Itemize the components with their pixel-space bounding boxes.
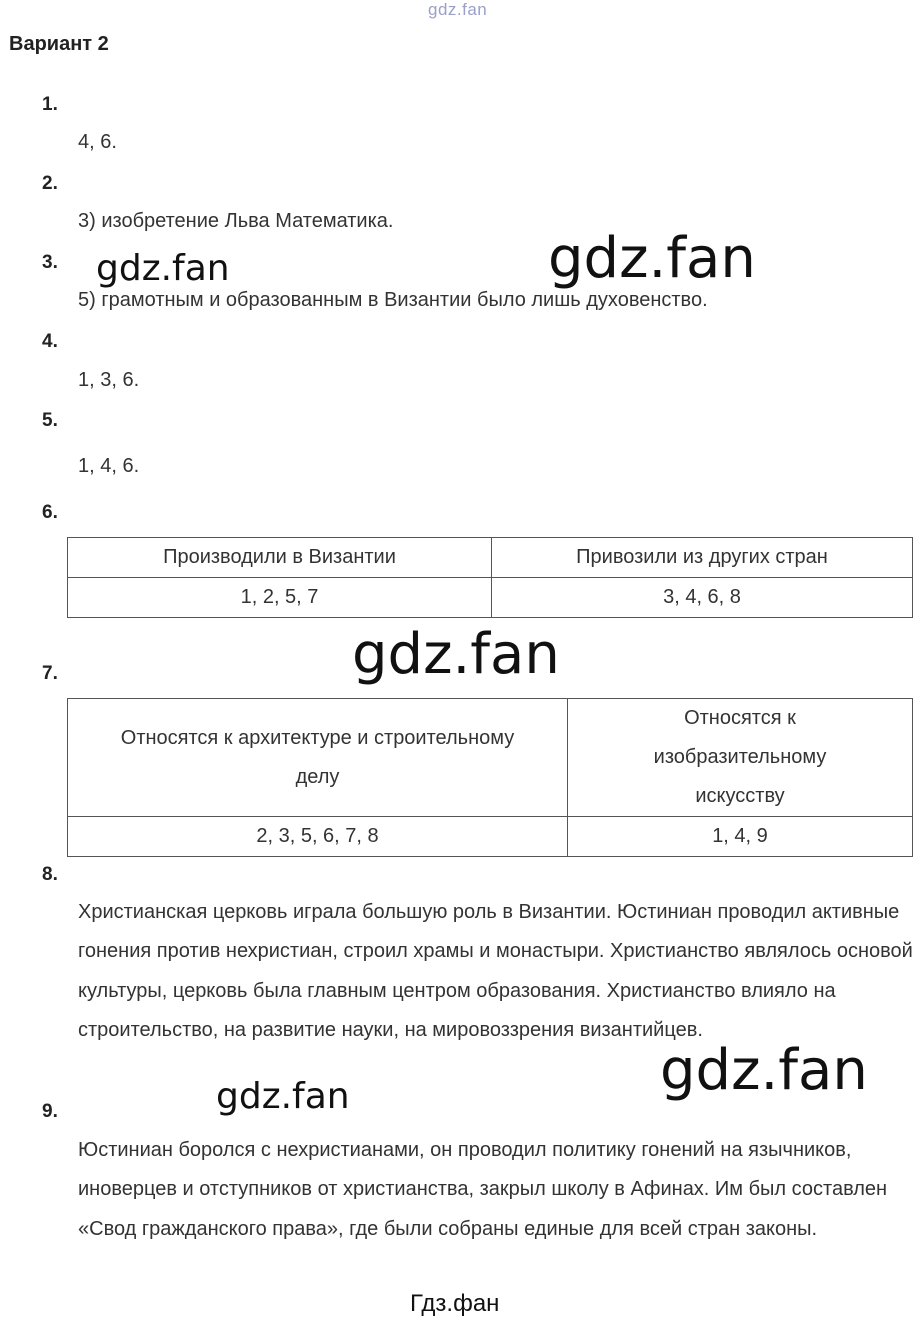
table-header-row: [68, 699, 913, 817]
watermark: gdz.fan: [548, 226, 756, 291]
page-title: Вариант 2: [9, 33, 109, 55]
question-number-7: 7.: [42, 663, 58, 684]
question-number-9: 9.: [42, 1101, 58, 1122]
table-cell: 3, 4, 6, 8: [492, 578, 913, 618]
watermark: gdz.fan: [660, 1038, 868, 1103]
question-number-4: 4.: [42, 331, 58, 352]
question-number-6: 6.: [42, 502, 58, 523]
table-q6: [67, 537, 913, 618]
watermark: gdz.fan: [352, 622, 560, 687]
answer-1: 4, 6.: [78, 131, 117, 153]
table-header-cell: Относятся к архитектуре и строительному делу: [68, 699, 568, 817]
question-number-1: 1.: [42, 94, 58, 115]
answer-5: 1, 4, 6.: [78, 455, 140, 477]
watermark-bottom: Гдз.фан: [410, 1290, 500, 1317]
table-row: [68, 817, 913, 857]
watermark: gdz.fan: [216, 1076, 350, 1117]
answer-4: 1, 3, 6.: [78, 369, 140, 391]
answer-3: 5) грамотным и образованным в Византии было лишь духовенство.: [78, 289, 708, 311]
table-header-cell: Производили в Византии: [68, 538, 492, 578]
answer-8-paragraph: Христианская церковь играла большую роль в Византии. Юстиниан проводил активные гонения против нехристиан, строил храмы и монастыри. Христианство являлось основой культуры, церковь была главным центром образования. Христианство влияло на строительство, на развитие науки, на мировоззрения византийцев.: [78, 901, 913, 1041]
question-number-8: 8.: [42, 864, 58, 885]
answer-9-paragraph: Юстиниан боролся с нехристианами, он проводил политику гонений на язычников, иноверцев и отступников от христианства, закрыл школу в Афинах. Им был составлен «Свод гражданского права», где были собраны единые для всей стран законы.: [78, 1139, 888, 1240]
question-number-5: 5.: [42, 410, 58, 431]
table-header-row: [68, 538, 913, 578]
table-header-cell: Относятся к изобразительному искусству: [568, 699, 913, 817]
watermark-top: gdz.fan: [428, 0, 488, 19]
table-header-cell: Привозили из других стран: [492, 538, 913, 578]
table-row: [68, 578, 913, 618]
table-cell: 2, 3, 5, 6, 7, 8: [68, 817, 568, 857]
question-number-3: 3.: [42, 252, 58, 273]
table-q7: [67, 698, 913, 857]
table-cell: 1, 4, 9: [568, 817, 913, 857]
table-cell: 1, 2, 5, 7: [68, 578, 492, 618]
question-number-2: 2.: [42, 173, 58, 194]
answer-2: 3) изобретение Льва Математика.: [78, 210, 394, 232]
watermark: gdz.fan: [96, 248, 230, 289]
